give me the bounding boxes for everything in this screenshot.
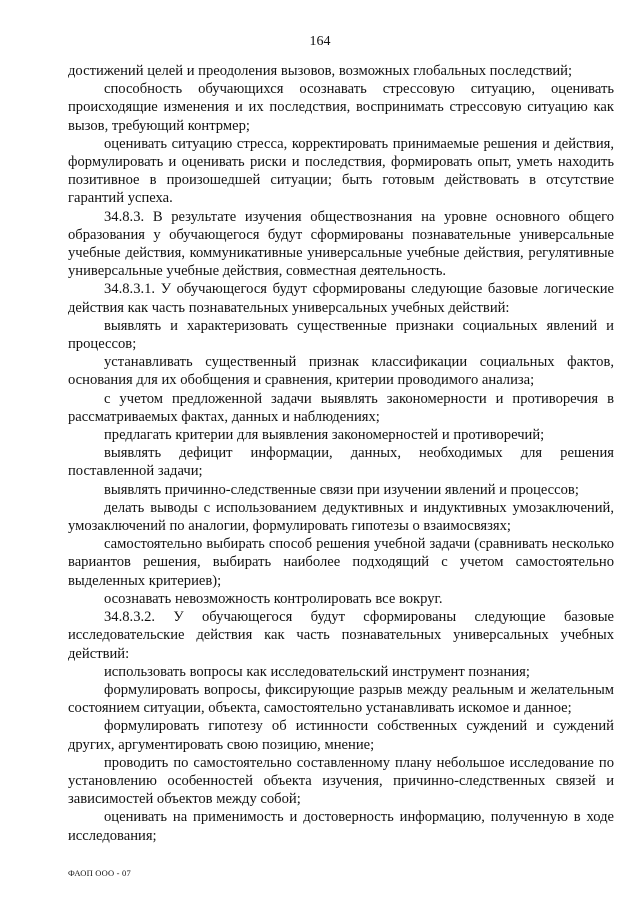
paragraph: делать выводы с использованием дедуктивных и индуктивных умозаключений, умозаключений по аналогии, формулировать гипотезы о взаимосвязях; bbox=[68, 499, 614, 535]
paragraph: устанавливать существенный признак классификации социальных фактов, основания для их обобщения и сравнения, критерии проводимого анализа; bbox=[68, 354, 614, 389]
document-body bbox=[68, 62, 614, 845]
paragraph: самостоятельно выбирать способ решения учебной задачи (сравнивать несколько вариантов решения, выбирать наиболее подходящий с учетом самостоятельно выделенных критериев); bbox=[68, 536, 614, 589]
paragraph: проводить по самостоятельно составленному плану небольшое исследование по установлению особенностей объекта изучения, причинно-следственных связей и зависимостей объектов между собой; bbox=[68, 754, 614, 808]
document-footer: ФАОП ООО - 07 bbox=[68, 868, 131, 878]
paragraph: формулировать вопросы, фиксирующие разрыв между реальным и желательным состоянием ситуации, объекта, самостоятельно устанавливать искомое и данное; bbox=[68, 681, 614, 717]
paragraph: предлагать критерии для выявления закономерностей и противоречий; bbox=[104, 427, 545, 444]
page-number: 164 bbox=[309, 34, 331, 49]
paragraph: 34.8.3.2. У обучающегося будут сформированы следующие базовые исследовательские действия как часть познавательных универсальных учебных действий: bbox=[68, 609, 614, 662]
paragraph: оценивать на применимость и достоверность информацию, полученную в ходе исследования; bbox=[68, 809, 614, 844]
paragraph: способность обучающихся осознавать стрессовую ситуацию, оценивать происходящие изменения и их последствия, воспринимать стрессовую ситуацию как вызов, требующий контрмер; bbox=[68, 81, 614, 134]
paragraph: достижений целей и преодоления вызовов, возможных глобальных последствий; bbox=[68, 63, 573, 79]
paragraph: использовать вопросы как исследовательский инструмент познания; bbox=[104, 663, 530, 680]
paragraph: осознавать невозможность контролировать все вокруг. bbox=[104, 590, 443, 607]
paragraph: с учетом предложенной задачи выявлять закономерности и противоречия в рассматриваемых фактах, данных и наблюдениях; bbox=[68, 390, 614, 425]
paragraph: выявлять причинно-следственные связи при изучении явлений и процессов; bbox=[104, 481, 579, 498]
paragraph: оценивать ситуацию стресса, корректировать принимаемые решения и действия, формулировать и оценивать риски и последствия, формировать опыт, уметь находить позитивное в произошедшей ситуации; быть готовым действовать в отсутствие гарантий успеха. bbox=[68, 135, 614, 207]
paragraph: выявлять дефицит информации, данных, необходимых для решения поставленной задачи; bbox=[68, 445, 614, 480]
paragraph: 34.8.3.1. У обучающегося будут сформированы следующие базовые логические действия как часть познавательных универсальных учебных действий: bbox=[68, 281, 614, 316]
paragraph: выявлять и характеризовать существенные признаки социальных явлений и процессов; bbox=[68, 317, 614, 353]
paragraph: формулировать гипотезу об истинности собственных суждений и суждений других, аргументировать свою позицию, мнение; bbox=[68, 718, 614, 753]
paragraph: 34.8.3. В результате изучения обществознания на уровне основного общего образования у обучающегося будут сформированы познавательные универсальные учебные действия, коммуникативные универсальные учебные действия, регулятивные универсальные учебные действия, совместная деятельность. bbox=[68, 208, 614, 280]
